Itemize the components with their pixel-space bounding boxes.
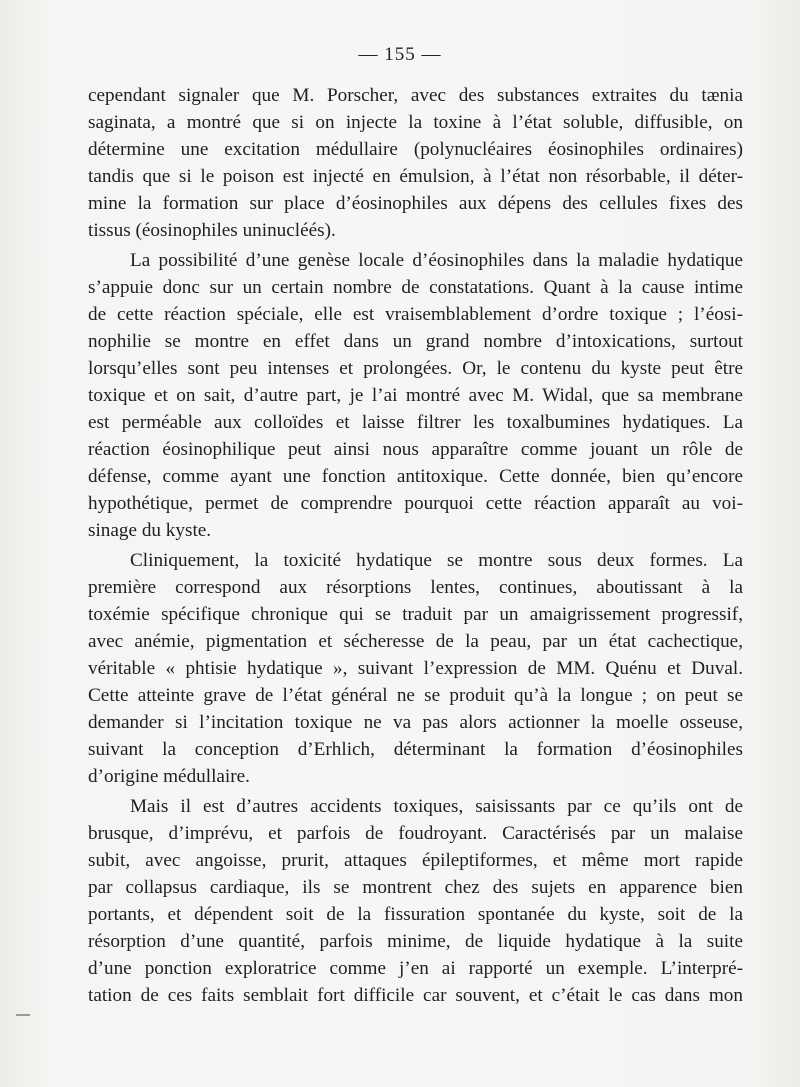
text-line: Cliniquement, la toxicité hydatique se montre sous deux formes. La [130, 550, 743, 571]
text-line: tissus (éosinophiles uninucléés). [88, 220, 336, 241]
text-line: défense, comme ayant une fonction antitoxique. Cette donnée, bien qu’encore [88, 466, 743, 487]
text-line: première correspond aux résorptions lentes, continues, aboutissant à la [88, 577, 743, 598]
paragraph-1 [88, 82, 743, 244]
text-line: lorsqu’elles sont peu intenses et prolongées. Or, le contenu du kyste peut être [88, 358, 743, 379]
text-line: nophilie se montre en effet dans un grand nombre d’intoxications, surtout [88, 331, 743, 352]
text-line: subit, avec angoisse, prurit, attaques épileptiformes, et même mort rapide [88, 850, 743, 871]
text-line: tandis que si le poison est injecté en émulsion, à l’état non résorbable, il déter- [88, 166, 743, 187]
margin-mark [16, 1014, 30, 1016]
text-line: détermine une excitation médullaire (polynucléaires éosinophiles ordinaires) [88, 139, 743, 160]
text-line: Mais il est d’autres accidents toxiques, saisissants par ce qu’ils ont de [130, 796, 743, 817]
text-line: La possibilité d’une genèse locale d’éosinophiles dans la maladie hydatique [130, 250, 743, 271]
text-line: saginata, a montré que si on injecte la toxine à l’état soluble, diffusible, on [88, 112, 743, 133]
text-line: demander si l’incitation toxique ne va pas alors actionner la moelle osseuse, [88, 712, 743, 733]
text-line: véritable « phtisie hydatique », suivant l’expression de MM. Quénu et Duval. [88, 658, 743, 679]
text-line: réaction éosinophilique peut ainsi nous apparaître comme jouant un rôle de [88, 439, 743, 460]
text-line: mine la formation sur place d’éosinophiles aux dépens des cellules fixes des [88, 193, 743, 214]
text-line: cependant signaler que M. Porscher, avec des substances extraites du tænia [88, 85, 743, 106]
text-line: s’appuie donc sur un certain nombre de constatations. Quant à la cause intime [88, 277, 743, 298]
text-line: toxique et on sait, d’autre part, je l’ai montré avec M. Widal, que sa membrane [88, 385, 743, 406]
text-line: toxémie spécifique chronique qui se traduit par un amaigrissement progressif, [88, 604, 743, 625]
text-line: suivant la conception d’Erhlich, déterminant la formation d’éosinophiles [88, 739, 743, 760]
text-line: par collapsus cardiaque, ils se montrent chez des sujets en apparence bien [88, 877, 743, 898]
paragraph-4 [88, 793, 743, 1009]
text-line: Cette atteinte grave de l’état général ne se produit qu’à la longue ; on peut se [88, 685, 743, 706]
paragraph-3 [88, 547, 743, 790]
text-line: portants, et dépendent soit de la fissuration spontanée du kyste, soit de la [88, 904, 743, 925]
text-line: tation de ces faits semblait fort difficile car souvent, et c’était le cas dans mon [88, 985, 743, 1006]
text-line: est perméable aux colloïdes et laisse filtrer les toxalbumines hydatiques. La [88, 412, 743, 433]
text-line: avec anémie, pigmentation et sécheresse de la peau, par un état cachectique, [88, 631, 743, 652]
text-line: hypothétique, permet de comprendre pourquoi cette réaction apparaît au voi- [88, 493, 743, 514]
text-line: résorption d’une quantité, parfois minime, de liquide hydatique à la suite [88, 931, 743, 952]
text-line: d’une ponction exploratrice comme j’en ai rapporté un exemple. L’interpré- [88, 958, 743, 979]
text-line: d’origine médullaire. [88, 766, 250, 787]
body-text [88, 82, 743, 1012]
text-line: de cette réaction spéciale, elle est vraisemblablement d’ordre toxique ; l’éosi- [88, 304, 743, 325]
page-number: — 155 — [358, 44, 442, 65]
paragraph-2 [88, 247, 743, 544]
text-line: brusque, d’imprévu, et parfois de foudroyant. Caractérisés par un malaise [88, 823, 743, 844]
text-line: sinage du kyste. [88, 520, 212, 541]
